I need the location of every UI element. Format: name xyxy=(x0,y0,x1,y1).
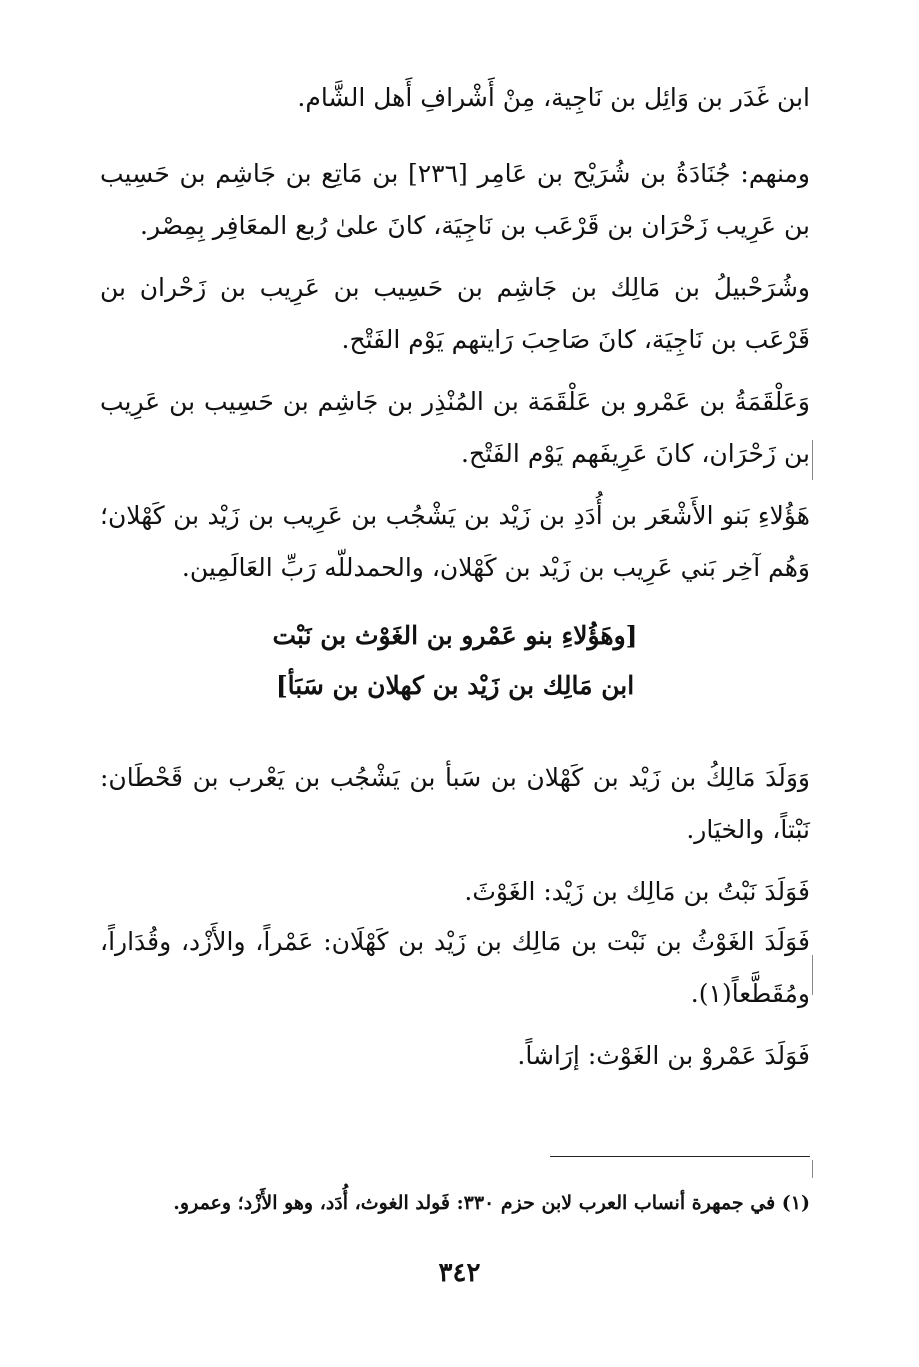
paragraph-1: ابن غَدَر بن وَائِل بن نَاجِية، مِنْ أَشْرافِ أَهل الشَّام. xyxy=(297,83,810,112)
footnote: (١) في جمهرة أنساب العرب لابن حزم ٣٣٠: فَولد الغوث، أُدَد، وهو الأَزْد؛ وعمرو. xyxy=(173,1192,810,1214)
footnote-divider xyxy=(550,1156,810,1157)
section-heading-line-2: ابن مَالِك بن زَيْد بن كهلان بن سَبَأ] xyxy=(275,671,635,700)
paragraph-7: فَوَلَدَ نَبْتُ بن مَالِك بن زَيْد: الغَوْثَ. xyxy=(464,877,810,906)
paragraph-9: فَوَلَدَ عَمْروْ بن الغَوْث: إرَاشاً. xyxy=(517,1041,810,1070)
section-heading-line-1: [وهَؤُلاءِ بنو عَمْرو بن الغَوْث بن نَبْت xyxy=(272,621,638,650)
page-number: ٣٤٢ xyxy=(438,1258,481,1288)
scan-artifact-line xyxy=(812,440,813,480)
scan-artifact-line xyxy=(812,955,813,995)
paragraph-6: وَوَلَدَ مَالِكُ بن زَيْد بن كَهْلان بن سَبأ بن يَشْجُب بن يَعْرب بن قَحْطَان: نَبْتاً، والخيَار. xyxy=(100,763,810,844)
paragraph-3: وشُرَحْبيلُ بن مَالِك بن جَاشِم بن حَسِيب بن عَرِيب بن زَحْران بن قَرْعَب بن نَاجِيَة، كانَ صَاحِبَ رَايتهم يَوْم الفَتْح. xyxy=(100,273,810,354)
scan-artifact-line xyxy=(812,1160,813,1178)
paragraph-2: ومنهم: جُنَادَةُ بن شُرَيْح بن عَامِر [٢٣٦] بن مَاتِع بن جَاشِم بن حَسِيب بن عَرِيب زَحْرَان بن قَرْعَب بن نَاجِيَة، كانَ علىٰ رُبع المعَافِر بِمِصْر. xyxy=(100,159,810,240)
paragraph-8: فَوَلَدَ الغَوْثُ بن نَبْت بن مَالِك بن زَيْد بن كَهْلَان: عَمْراً، والأَزْد، وقُدَاراً، ومُقَطَّعاً(١). xyxy=(100,927,810,1008)
paragraph-5: هَؤُلاءِ بَنو الأَشْعَر بن أُدَدِ بن زَيْد بن يَشْجُب بن عَرِيب بن زَيْد بن كَهْلان؛ وَهُم آخِر بَني عَرِيب بن زَيْد بن كَهْلان، والحمدللّه رَبِّ العَالَمِين. xyxy=(100,501,810,582)
paragraph-4: وَعَلْقَمَةُ بن عَمْرو بن عَلْقَمَة بن المُنْذِر بن جَاشِم بن حَسِيب بن عَرِيب بن زَحْرَان، كانَ عَرِيفَهم يَوْم الفَتْح. xyxy=(100,387,810,468)
